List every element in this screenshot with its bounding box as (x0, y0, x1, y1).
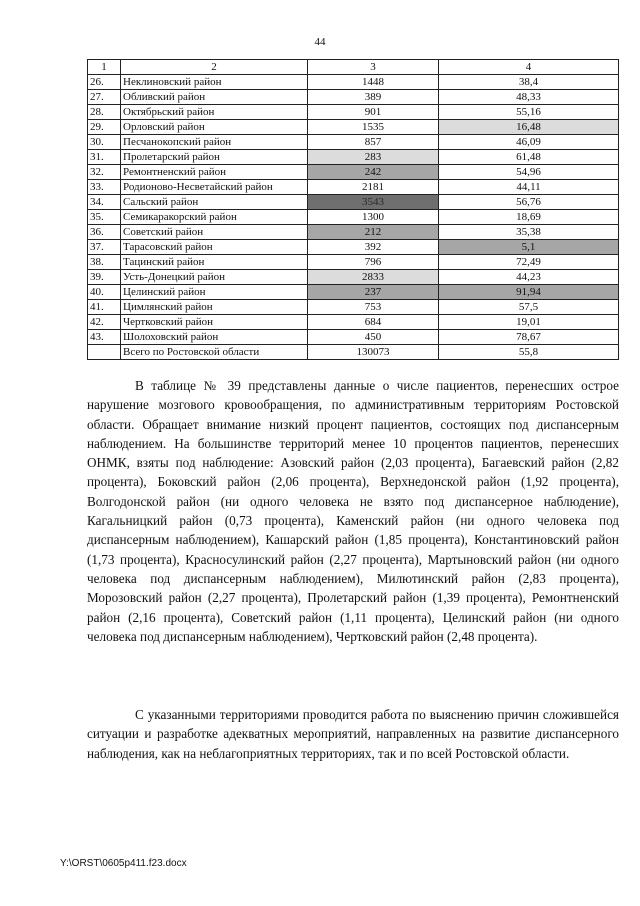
table-row (88, 285, 619, 300)
footer-file-path: Y:\ORST\0605p411.f23.docx (60, 858, 187, 869)
row-number: 32. (88, 165, 121, 180)
row-number: 34. (88, 195, 121, 210)
table-row (88, 105, 619, 120)
table-row (88, 255, 619, 270)
table-row (88, 180, 619, 195)
table-row (88, 315, 619, 330)
patients-count: 857 (308, 135, 439, 150)
district-name: Октябрьский район (121, 105, 308, 120)
table-total-row (88, 345, 619, 360)
total-empty-cell (88, 345, 121, 360)
patients-count: 237 (308, 285, 439, 300)
row-number: 33. (88, 180, 121, 195)
dispensary-percent: 19,01 (439, 315, 619, 330)
dispensary-percent: 44,23 (439, 270, 619, 285)
patients-count: 2181 (308, 180, 439, 195)
dispensary-percent: 18,69 (439, 210, 619, 225)
column-header: 1 (88, 60, 121, 75)
patients-count: 901 (308, 105, 439, 120)
district-name: Целинский район (121, 285, 308, 300)
district-name: Шолоховский район (121, 330, 308, 345)
district-name: Усть-Донецкий район (121, 270, 308, 285)
district-name: Сальский район (121, 195, 308, 210)
table-row (88, 240, 619, 255)
patients-count: 753 (308, 300, 439, 315)
patients-count: 2833 (308, 270, 439, 285)
row-number: 26. (88, 75, 121, 90)
total-label: Всего по Ростовской области (121, 345, 308, 360)
row-number: 31. (88, 150, 121, 165)
district-name: Пролетарский район (121, 150, 308, 165)
column-header: 4 (439, 60, 619, 75)
dispensary-percent: 91,94 (439, 285, 619, 300)
dispensary-percent: 56,76 (439, 195, 619, 210)
dispensary-percent: 78,67 (439, 330, 619, 345)
table-row (88, 270, 619, 285)
patients-count: 389 (308, 90, 439, 105)
patients-count: 1300 (308, 210, 439, 225)
district-name: Тарасовский район (121, 240, 308, 255)
dispensary-percent: 72,49 (439, 255, 619, 270)
patients-count: 450 (308, 330, 439, 345)
row-number: 36. (88, 225, 121, 240)
row-number: 37. (88, 240, 121, 255)
dispensary-percent: 44,11 (439, 180, 619, 195)
patients-count: 1448 (308, 75, 439, 90)
total-percent: 55,8 (439, 345, 619, 360)
row-number: 30. (88, 135, 121, 150)
row-number: 41. (88, 300, 121, 315)
district-name: Тацинский район (121, 255, 308, 270)
row-number: 38. (88, 255, 121, 270)
table-row (88, 195, 619, 210)
dispensary-percent: 61,48 (439, 150, 619, 165)
table-row (88, 150, 619, 165)
row-number: 35. (88, 210, 121, 225)
district-name: Цимлянский район (121, 300, 308, 315)
table-row (88, 90, 619, 105)
district-name: Советский район (121, 225, 308, 240)
paragraph-conclusion: С указанными территориями проводится работа по выяснению причин сложившейся ситуации и разработке адекватных мероприятий, направленных на развитие диспансерного наблюдения, как на неблагоприятных территориях, так и по всей Ростовской области. (87, 707, 619, 761)
table-row (88, 210, 619, 225)
dispensary-percent: 54,96 (439, 165, 619, 180)
row-number: 29. (88, 120, 121, 135)
data-table (87, 59, 619, 360)
dispensary-percent: 16,48 (439, 120, 619, 135)
table-row (88, 120, 619, 135)
row-number: 40. (88, 285, 121, 300)
column-header: 3 (308, 60, 439, 75)
dispensary-percent: 55,16 (439, 105, 619, 120)
page-number: 44 (314, 36, 326, 48)
paragraph-analysis: В таблице № 39 представлены данные о числе пациентов, перенесших острое нарушение мозгового кровообращения, по административным территориям Ростовской области. Обращает внимание низкий процент пациентов, состоящих под диспансерным наблюдением. На большинстве территорий менее 10 процентов пациентов, перенесших ОНМК, взяты под наблюдение: Азовский район (2,03 процента), Багаевский район (2,82 процента), Боковский район (2,06 процента), Верхнедонской район (1,92 процента), Волгодонской район (ни одного человека не взято под диспансерное наблюдение), Кагальницкий район (0,73 процента), Каменский район (ни одного человека под диспансерным наблюдением), Кашарский район (1,85 процента), Константиновский район (1,73 процента), Красносулинский район (2,27 процента), Мартыновский район (ни одного человека под диспансерным наблюдением), Милютинский район (2,83 процента), Морозовский район (2,27 процента), Пролетарский район (1,39 процента), Ремонтненский район (2,16 процента), Советский район (1,11 процента), Целинский район (ни одного человека под диспансерным наблюдением), Чертковский район (2,48 процента). (87, 378, 619, 644)
patients-count: 242 (308, 165, 439, 180)
patients-count: 283 (308, 150, 439, 165)
table-header-row (88, 60, 619, 75)
row-number: 28. (88, 105, 121, 120)
patients-count: 212 (308, 225, 439, 240)
dispensary-percent: 46,09 (439, 135, 619, 150)
row-number: 27. (88, 90, 121, 105)
patients-count: 796 (308, 255, 439, 270)
row-number: 39. (88, 270, 121, 285)
row-number: 42. (88, 315, 121, 330)
table-row (88, 225, 619, 240)
table-row (88, 135, 619, 150)
district-name: Чертковский район (121, 315, 308, 330)
dispensary-percent: 35,38 (439, 225, 619, 240)
dispensary-percent: 57,5 (439, 300, 619, 315)
district-name: Обливский район (121, 90, 308, 105)
patients-count: 392 (308, 240, 439, 255)
dispensary-percent: 5,1 (439, 240, 619, 255)
patients-count: 1535 (308, 120, 439, 135)
table-row (88, 330, 619, 345)
total-patients: 130073 (308, 345, 439, 360)
patients-count: 684 (308, 315, 439, 330)
district-name: Родионово-Несветайский район (121, 180, 308, 195)
table-row (88, 165, 619, 180)
row-number: 43. (88, 330, 121, 345)
district-name: Орловский район (121, 120, 308, 135)
district-name: Песчанокопский район (121, 135, 308, 150)
dispensary-percent: 48,33 (439, 90, 619, 105)
district-name: Ремонтненский район (121, 165, 308, 180)
district-name: Неклиновский район (121, 75, 308, 90)
patients-count: 3543 (308, 195, 439, 210)
column-header: 2 (121, 60, 308, 75)
table-row (88, 75, 619, 90)
table-row (88, 300, 619, 315)
district-name: Семикаракорский район (121, 210, 308, 225)
dispensary-percent: 38,4 (439, 75, 619, 90)
